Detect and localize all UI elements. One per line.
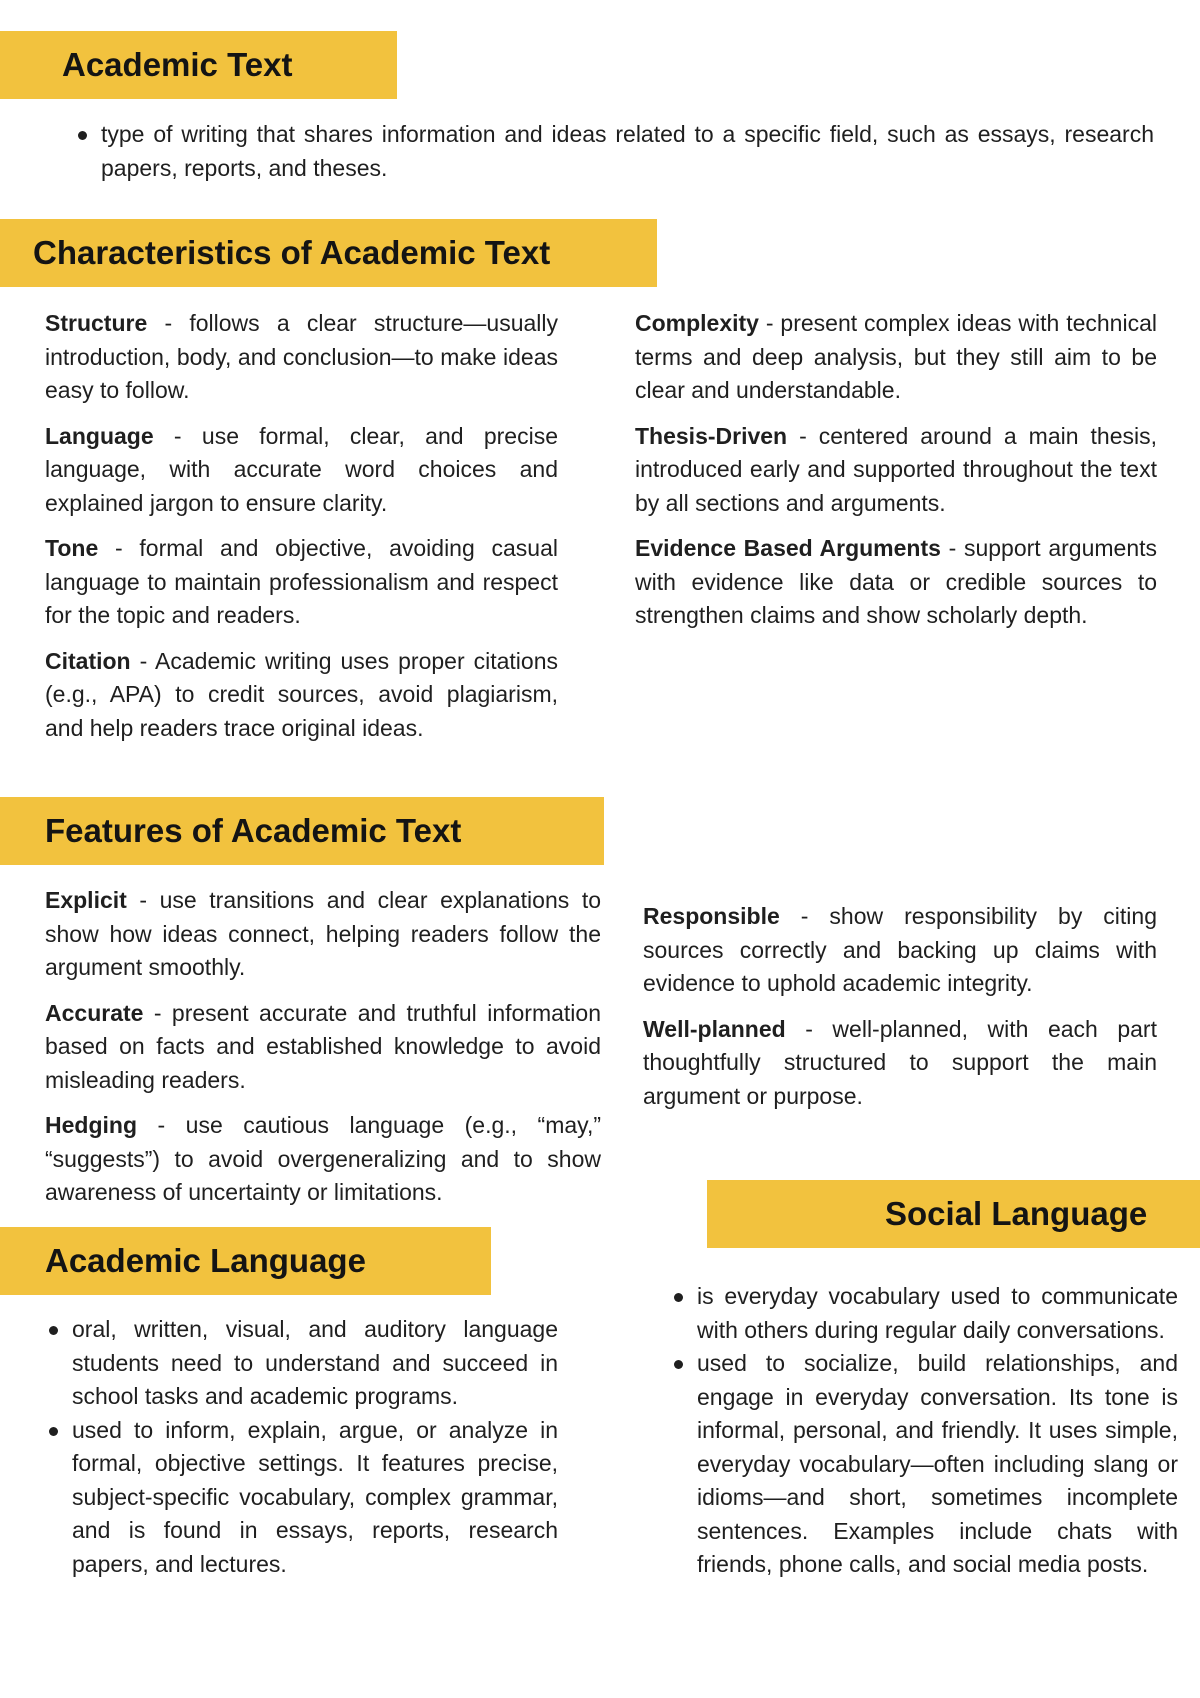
feature-hedging: Hedging - use cautious language (e.g., “may,” “suggests”) to avoid overgeneralizing and to show awareness of uncertainty or limitations.	[45, 1112, 601, 1205]
academic-language-heading: Academic Language	[0, 1227, 491, 1295]
social-language-bullets	[670, 1280, 1178, 1582]
list-item: type of writing that shares information and ideas related to a specific field, such as essays, research papers, reports, and theses.	[74, 118, 1154, 185]
list-item: oral, written, visual, and auditory language students need to understand and succeed in school tasks and academic programs.	[45, 1313, 558, 1414]
list-item: is everyday vocabulary used to communicate with others during regular daily conversations.	[670, 1280, 1178, 1347]
bullet-icon	[49, 1326, 58, 1335]
features-heading: Features of Academic Text	[0, 797, 604, 865]
bullet-icon	[49, 1427, 58, 1436]
academic-text-bullets	[74, 118, 1154, 185]
features-right-column	[643, 900, 1157, 1125]
bullet-icon	[674, 1293, 683, 1302]
list-item: used to socialize, build relationships, and engage in everyday conversation. Its tone is informal, personal, and friendly. It uses simple, everyday vocabulary—often including slang or idioms—and short, sometimes incomplete sentences. Examples include chats with friends, phone calls, and social media posts.	[670, 1347, 1178, 1582]
feature-well-planned: Well-planned - well-planned, with each part thoughtfully structured to support the main argument or purpose.	[643, 1015, 1157, 1109]
bullet-icon	[674, 1360, 683, 1369]
characteristic-citation: Citation - Academic writing uses proper citations (e.g., APA) to credit sources, avoid plagiarism, and help readers trace original ideas.	[45, 647, 558, 741]
academic-language-bullets	[45, 1313, 558, 1581]
features-left-column	[45, 884, 601, 1222]
characteristics-left-column	[45, 307, 558, 757]
characteristic-tone: Tone - formal and objective, avoiding casual language to maintain professionalism and respect for the topic and readers.	[45, 535, 558, 628]
feature-responsible: Responsible - show responsibility by citing sources correctly and backing up claims with evidence to uphold academic integrity.	[643, 903, 1157, 996]
characteristic-thesis-driven: Thesis-Driven - centered around a main thesis, introduced early and supported throughout the text by all sections and arguments.	[635, 422, 1157, 516]
social-language-heading: Social Language	[707, 1180, 1200, 1248]
characteristic-evidence-based: Evidence Based Arguments - support arguments with evidence like data or credible sources to strengthen claims and show scholarly depth.	[635, 535, 1158, 628]
feature-accurate: Accurate - present accurate and truthful information based on facts and established knowledge to avoid misleading readers.	[45, 999, 601, 1093]
feature-explicit: Explicit - use transitions and clear explanations to show how ideas connect, helping readers follow the argument smoothly.	[45, 887, 601, 980]
characteristic-complexity: Complexity - present complex ideas with technical terms and deep analysis, but they still aim to be clear and understandable.	[635, 310, 1157, 403]
academic-text-heading: Academic Text	[0, 31, 397, 99]
characteristic-structure: Structure - follows a clear structure—usually introduction, body, and conclusion—to make ideas easy to follow.	[45, 310, 558, 403]
characteristic-language: Language - use formal, clear, and precise language, with accurate word choices and explained jargon to ensure clarity.	[45, 422, 558, 516]
bullet-icon	[78, 131, 87, 140]
characteristics-right-column	[635, 307, 1157, 645]
characteristics-heading: Characteristics of Academic Text	[0, 219, 657, 287]
list-item: used to inform, explain, argue, or analyze in formal, objective settings. It features precise, subject-specific vocabulary, complex grammar, and is found in essays, reports, research papers, and lectures.	[45, 1414, 558, 1582]
